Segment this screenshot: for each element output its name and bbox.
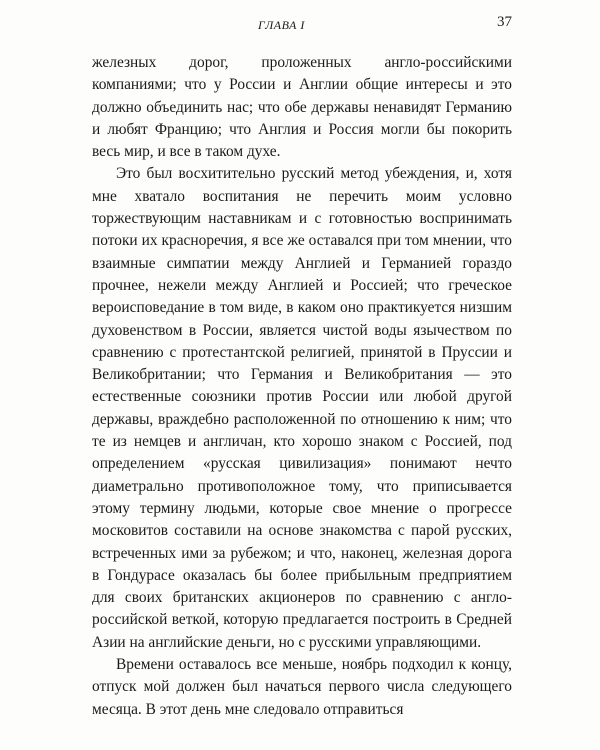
paragraph-continuation: железных дорог, проложенных англо-российскими компаниями; что у России и Англии общие интересы и это должно объединить нас; что обе державы ненавидят Германию и любят Францию; что Англия и Россия могли бы покорить весь мир, и все в таком духе. xyxy=(92,54,512,161)
body-text xyxy=(92,52,512,721)
paragraph: Времени оставалось все меньше, ноябрь подходил к концу, отпуск мой должен был начаться первого числа следующего месяца. В этот день мне следовало отправиться xyxy=(92,656,512,718)
running-head xyxy=(92,14,512,38)
page-number: 37 xyxy=(497,14,512,30)
chapter-title: ГЛАВА I xyxy=(258,18,305,32)
paragraph: Это был восхитительно русский метод убеждения, и, хотя мне хватало воспитания не перечить моим условно торжествующим наставникам и с готовностью воспринимать потоки их красноречия, я все же оставался при том мнении, что взаимные симпатии между Англией и Германией гораздо прочнее, нежели между Англией и Россией; что греческое вероисповедание в том виде, в каком оно практикуется низшим духовенством в России, является чистой воды язычеством по сравнению с протестантской религией, принятой в Пруссии и Великобритании; что Германия и Великобритания — это естественные союзники против России или любой другой державы, враждебно расположенной по отношению к ним; что те из немцев и англичан, кто хорошо знаком с Россией, под определением «русская цивилизация» понимают нечто диаметрально противоположное тому, что приписывается этому термину людьми, которые свое мнение о прогрессе московитов составили на основе знакомства с парой русских, встреченных ими за рубежом; и что, наконец, железная дорога в Гондурасе оказалась бы более прибыльным предприятием для своих британских акционеров по сравнению с англо-российской веткой, которую предлагается построить в Средней Азии на английские деньги, но с русскими управляющими. xyxy=(92,165,512,651)
